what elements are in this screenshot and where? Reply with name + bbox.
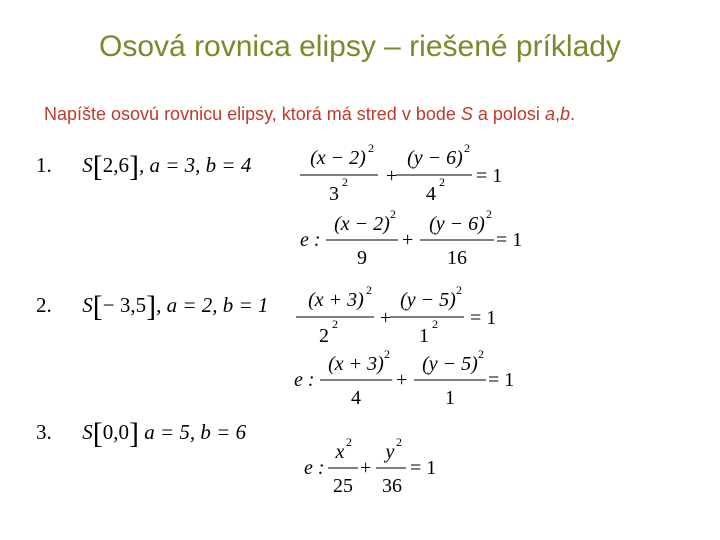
ex2-eq1-den1exp: 2 [332, 317, 338, 331]
example-2-result [290, 348, 530, 410]
example-1-s: S [82, 153, 93, 177]
example-1-result [296, 208, 536, 270]
example-3-result [300, 436, 460, 498]
ex1-eq1-plus: + [386, 165, 398, 187]
example-2-center: − 3,5 [102, 293, 147, 317]
ex1-eq2-exp2: 2 [486, 208, 492, 221]
instruction-text-1: Napíšte osovú rovnicu elipsy, ktorá má stred v bode [44, 104, 461, 124]
ex2-eq1-plus: + [380, 307, 392, 329]
ex3-eq2-num2: y [385, 441, 395, 463]
ex1-eq2-prefix: e : [300, 229, 321, 251]
ex3-eq2-den2: 36 [382, 475, 402, 497]
instruction-a: a [544, 104, 555, 124]
example-3-number: 3. [36, 420, 52, 444]
example-3-center: 0,0 [102, 420, 129, 444]
ex2-eq1-rhs: = 1 [470, 307, 497, 329]
ex1-eq2-den2: 16 [447, 247, 467, 269]
example-2-number: 2. [36, 293, 52, 317]
instruction-s: S [460, 104, 473, 124]
ex2-eq1-den2exp: 2 [432, 317, 438, 331]
ex1-eq1-num1: (x − 2) [310, 147, 366, 169]
ex1-eq2-rhs: = 1 [496, 229, 523, 251]
example-1-number: 1. [36, 153, 52, 177]
ex2-eq2-plus: + [396, 369, 408, 391]
ex2-eq1-exp1: 2 [366, 283, 372, 297]
ex2-eq2-den1: 4 [351, 387, 361, 409]
ex1-eq1-den2exp: 2 [439, 175, 445, 189]
ex1-eq2-exp1: 2 [390, 208, 396, 221]
ex1-eq1-den2: 4 [426, 183, 436, 205]
ex3-eq2-exp1: 2 [346, 436, 352, 449]
ex3-eq2-exp2: 2 [396, 436, 402, 449]
example-1-equation [290, 140, 520, 206]
task-instruction [44, 104, 575, 125]
ex2-eq2-exp2: 2 [478, 348, 484, 361]
example-2-equation [290, 282, 520, 348]
instruction-end: . [569, 104, 575, 124]
page-title: Osová rovnica elipsy – riešené príklady [99, 30, 621, 63]
ex1-eq1-exp2: 2 [464, 141, 470, 155]
example-1-params: , a = 3, b = 4 [139, 153, 252, 177]
ex2-eq2-den2: 1 [445, 387, 455, 409]
ex1-eq1-den1exp: 2 [342, 175, 348, 189]
ex2-eq2-num2: (y − 5) [422, 353, 478, 375]
ex3-eq2-num1: x [335, 441, 345, 463]
ex1-eq1-rhs: = 1 [476, 165, 503, 187]
ex2-eq2-rhs: = 1 [488, 369, 515, 391]
instruction-text-2: a polosi [472, 104, 545, 124]
example-2-given: 2. S[− 3,5], a = 2, b = 1 [36, 290, 269, 323]
ex1-eq1-num2: (y − 6) [407, 147, 463, 169]
ex3-eq2-plus: + [360, 457, 372, 479]
ex2-eq1-den1: 2 [319, 325, 329, 347]
ex2-eq1-exp2: 2 [456, 283, 462, 297]
ex2-eq2-prefix: e : [294, 369, 315, 391]
ex1-eq2-num1: (x − 2) [334, 213, 390, 235]
ex2-eq2-num1: (x + 3) [328, 353, 384, 375]
ex1-eq1-den1: 3 [329, 183, 339, 205]
example-2-s: S [82, 293, 93, 317]
instruction-comma: , [554, 104, 560, 124]
ex1-eq2-num2: (y − 6) [429, 213, 485, 235]
ex1-eq2-plus: + [402, 229, 414, 251]
example-3-s: S [82, 420, 93, 444]
ex3-eq2-rhs: = 1 [410, 457, 437, 479]
example-3-given: 3. S[0,0] a = 5, b = 6 [36, 417, 247, 450]
example-3-params: a = 5, b = 6 [139, 420, 247, 444]
instruction-b: b [559, 104, 570, 124]
ex2-eq1-num2: (y − 5) [400, 289, 456, 311]
example-2-params: , a = 2, b = 1 [156, 293, 269, 317]
example-1-center: 2,6 [102, 153, 129, 177]
ex2-eq1-den2: 1 [419, 325, 429, 347]
example-1-given: 1. S[2,6], a = 3, b = 4 [36, 150, 252, 183]
ex1-eq1-exp1: 2 [368, 141, 374, 155]
ex3-eq2-den1: 25 [333, 475, 353, 497]
ex1-eq2-den1: 9 [357, 247, 367, 269]
ex3-eq2-prefix: e : [304, 457, 325, 479]
ex2-eq2-exp1: 2 [384, 348, 390, 361]
ex2-eq1-num1: (x + 3) [308, 289, 364, 311]
